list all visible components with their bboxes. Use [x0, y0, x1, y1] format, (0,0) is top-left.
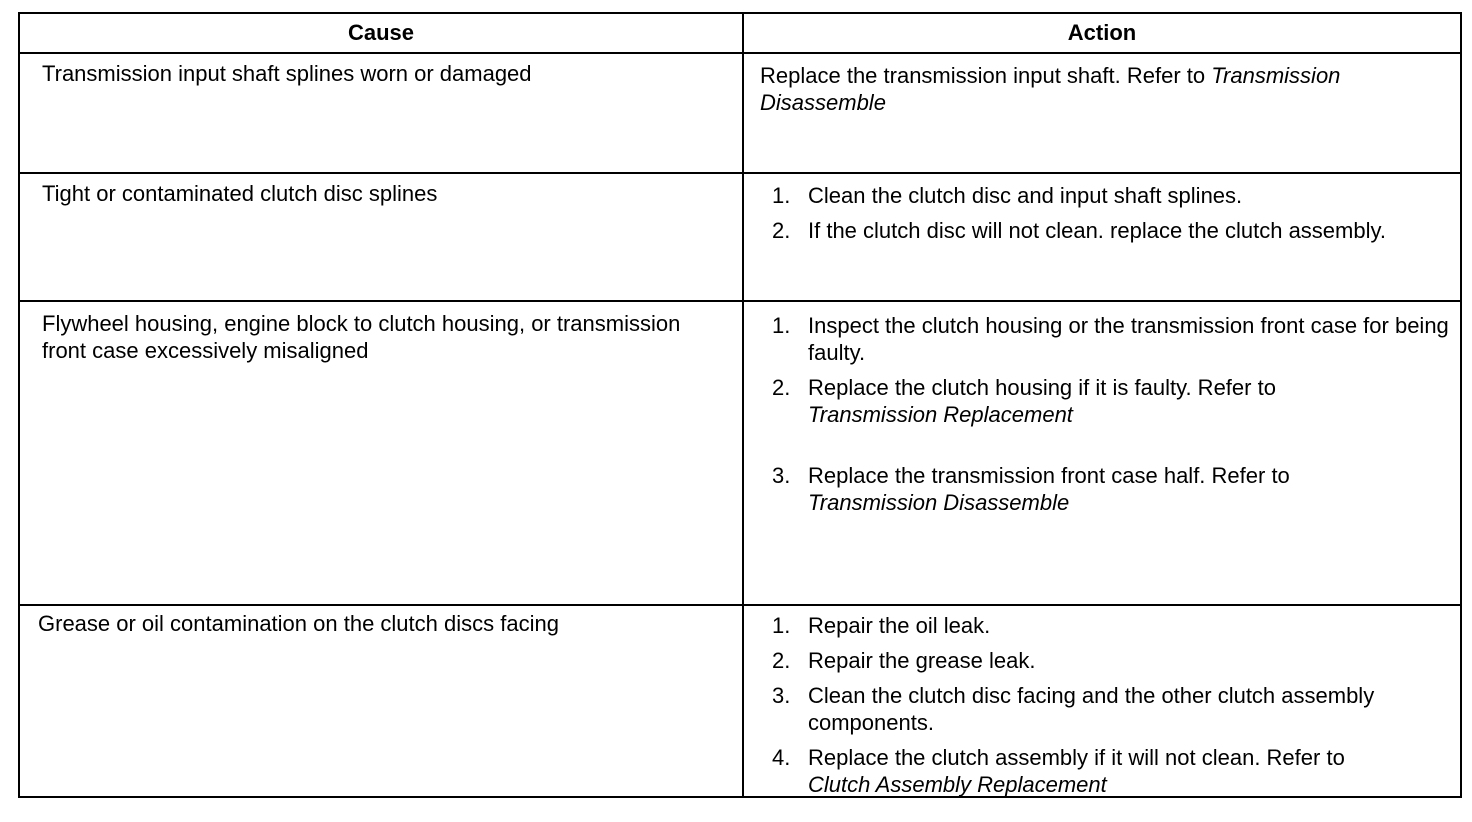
step-text: If the clutch disc will not clean. replace the clutch assembly. — [808, 218, 1386, 243]
action-text: Replace the transmission input shaft. Refer to — [760, 63, 1212, 88]
cause-cell: Grease or oil contamination on the clutch discs facing — [38, 611, 559, 636]
action-cell — [760, 62, 1440, 116]
step-number: 2. — [772, 375, 791, 400]
action-step — [772, 612, 1452, 639]
action-step — [772, 312, 1452, 366]
cause-cell: Flywheel housing, engine block to clutch housing, or transmission front case excessively misaligned — [42, 311, 681, 363]
row-divider — [20, 604, 1460, 606]
row-divider — [20, 300, 1460, 302]
action-step — [772, 744, 1452, 798]
action-steps — [772, 612, 1452, 806]
step-text: Replace the transmission front case half. Refer to — [808, 463, 1290, 488]
row-divider — [20, 172, 1460, 174]
reference-link: Transmission Replacement — [808, 402, 1073, 427]
step-text: Inspect the clutch housing or the transmission front case for being faulty. — [808, 313, 1449, 365]
step-number: 1. — [772, 183, 791, 208]
row-divider — [20, 52, 1460, 54]
step-number: 2. — [772, 648, 791, 673]
action-steps — [772, 182, 1452, 252]
reference-link: Transmission Disassemble — [760, 63, 1341, 115]
step-text: Replace the clutch housing if it is faulty. Refer to — [808, 375, 1276, 400]
cause-cell: Transmission input shaft splines worn or damaged — [42, 61, 532, 86]
step-text: Repair the grease leak. — [808, 648, 1036, 673]
action-step — [772, 462, 1452, 516]
action-step — [772, 682, 1452, 736]
step-text: Clean the clutch disc facing and the other clutch assembly components. — [808, 683, 1375, 735]
action-step — [772, 182, 1452, 209]
step-number: 4. — [772, 745, 791, 770]
column-divider — [742, 14, 744, 796]
step-number: 3. — [772, 683, 791, 708]
step-text: Repair the oil leak. — [808, 613, 991, 638]
troubleshooting-table — [18, 12, 1462, 798]
action-header: Action — [1067, 20, 1137, 45]
step-text: Clean the clutch disc and input shaft splines. — [808, 183, 1243, 208]
action-step — [772, 374, 1452, 428]
step-text: Replace the clutch assembly if it will not clean. Refer to — [808, 745, 1345, 770]
reference-link: Clutch Assembly Replacement — [808, 772, 1107, 797]
step-number: 1. — [772, 313, 791, 338]
cause-cell: Tight or contaminated clutch disc splines — [42, 181, 438, 206]
step-number: 1. — [772, 613, 791, 638]
action-step — [772, 217, 1452, 244]
cause-header: Cause — [347, 20, 415, 45]
action-step — [772, 647, 1452, 674]
step-number: 2. — [772, 218, 791, 243]
action-steps — [772, 312, 1452, 524]
step-number: 3. — [772, 463, 791, 488]
reference-link: Transmission Disassemble — [808, 490, 1070, 515]
